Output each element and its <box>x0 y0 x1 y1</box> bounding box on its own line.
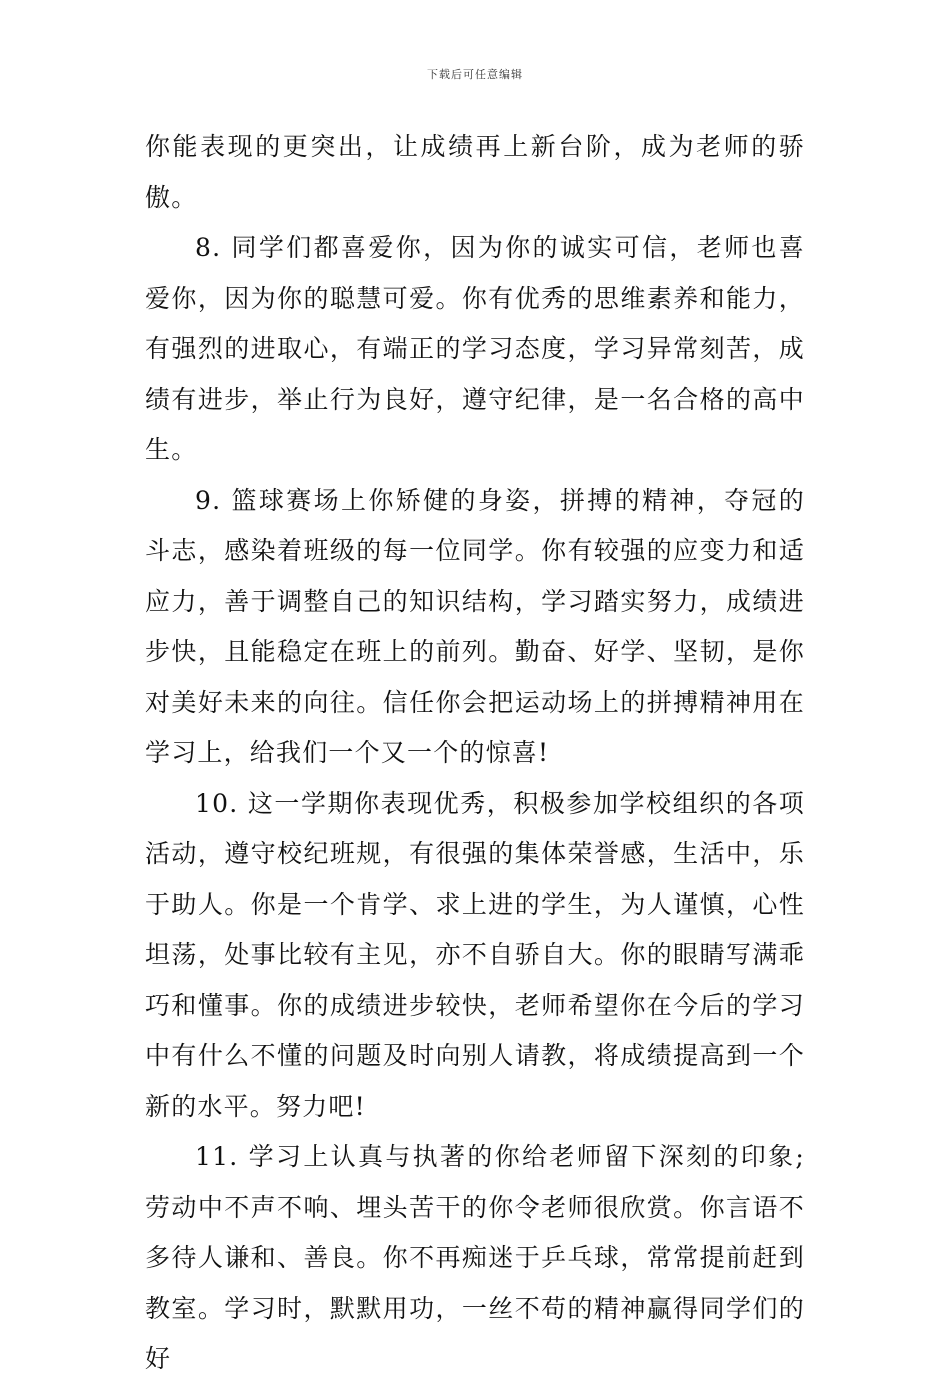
paragraph-comment-8: 8. 同学们都喜爱你，因为你的诚实可信，老师也喜爱你，因为你的聪慧可爱。你有优秀的思维素养和能力，有强烈的进取心，有端正的学习态度，学习异常刻苦，成绩有进步，举止行为良好，遵守纪律，是一名合格的高中生。 <box>145 233 805 464</box>
paragraph-comment-10: 10. 这一学期你表现优秀，积极参加学校组织的各项活动，遵守校纪班规，有很强的集体荣誉感，生活中，乐于助人。你是一个肯学、求上进的学生，为人谨慎，心性坦荡，处事比较有主见，亦不自骄自大。你的眼睛写满乖巧和懂事。你的成绩进步较快，老师希望你在今后的学习中有什么不懂的问题及时向别人请教，将成绩提高到一个新的水平。努力吧! <box>145 788 805 1121</box>
paragraph-comment-11: 11. 学习上认真与执著的你给老师留下深刻的印象;劳动中不声不响、埋头苦干的你令老师很欣赏。你言语不多待人谦和、善良。你不再痴迷于乒乓球，常常提前赶到教室。学习时，默默用功，一丝不苟的精神赢得同学们的好 <box>145 1142 805 1373</box>
page-header: 下载后可任意编辑 <box>427 68 523 81</box>
paragraph-comment-9: 9. 篮球赛场上你矫健的身姿，拼搏的精神，夺冠的斗志，感染着班级的每一位同学。你有较强的应变力和适应力，善于调整自己的知识结构，学习踏实努力，成绩进步快，且能稳定在班上的前列。勤奋、好学、坚韧，是你对美好未来的向往。信任你会把运动场上的拼搏精神用在学习上，给我们一个又一个的惊喜! <box>145 485 805 767</box>
document-body <box>145 122 805 1385</box>
paragraph-continuation: 你能表现的更突出，让成绩再上新台阶，成为老师的骄傲。 <box>145 132 805 212</box>
